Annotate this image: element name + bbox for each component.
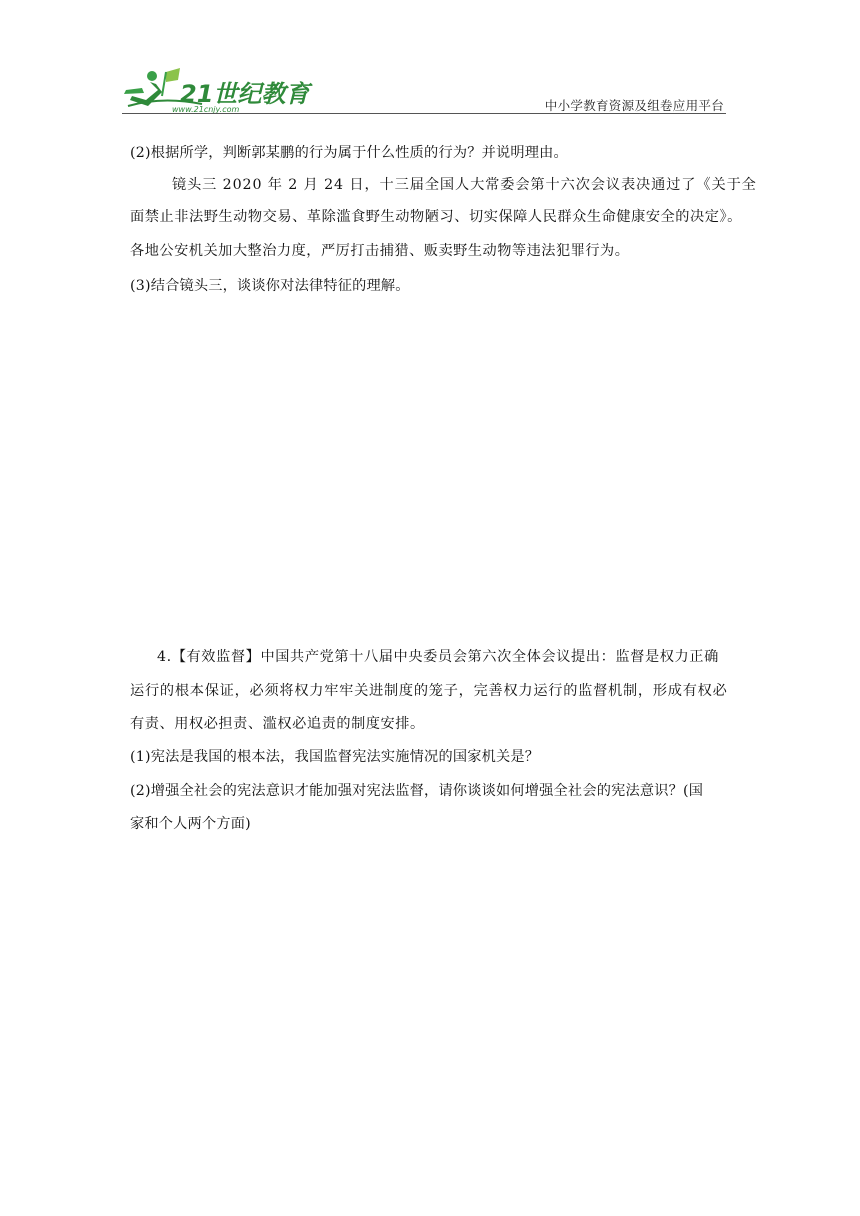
platform-name: 中小学教育资源及组卷应用平台: [544, 98, 724, 113]
question-4-2-cont: 家和个人两个方面): [130, 816, 251, 832]
scene-three-text: 镜头三 2020 年 2 月 24 日，十三届全国人大常委会第十六次会议表决通过了《关于全: [172, 177, 757, 193]
page-header: [122, 66, 726, 116]
21cnjy-logo: [122, 66, 310, 116]
logo-url: www.21cnjy.com: [172, 105, 240, 114]
question-4-2: (2)增强全社会的宪法意识才能加强对宪法监督，请你谈谈如何增强全社会的宪法意识？(国: [130, 783, 704, 799]
question-4-1: (1)宪法是我国的根本法，我国监督宪法实施情况的国家机关是？: [130, 749, 540, 765]
question-3-3: (3)结合镜头三，谈谈你对法律特征的理解。: [130, 278, 410, 294]
logo-text: 21世纪教育: [180, 80, 310, 108]
scene-three-text-end: 各地公安机关加大整治力度，严厉打击捕猎、贩卖野生动物等违法犯罪行为。: [130, 243, 630, 259]
question-4-intro: 4.【有效监督】中国共产党第十八届中央委员会第六次全体会议提出：监督是权力正确: [157, 649, 719, 665]
header-divider: [122, 113, 726, 114]
scene-three-text-cont: 面禁止非法野生动物交易、革除滥食野生动物陋习、切实保障人民群众生命健康安全的决定》。: [130, 209, 742, 225]
question-4-intro-cont: 运行的根本保证，必须将权力牢牢关进制度的笼子，完善权力运行的监督机制，形成有权必: [130, 683, 728, 699]
question-4-intro-end: 有责、用权必担责、滥权必追责的制度安排。: [130, 716, 425, 732]
question-3-2: (2)根据所学，判断郭某鹏的行为属于什么性质的行为？并说明理由。: [130, 145, 568, 161]
